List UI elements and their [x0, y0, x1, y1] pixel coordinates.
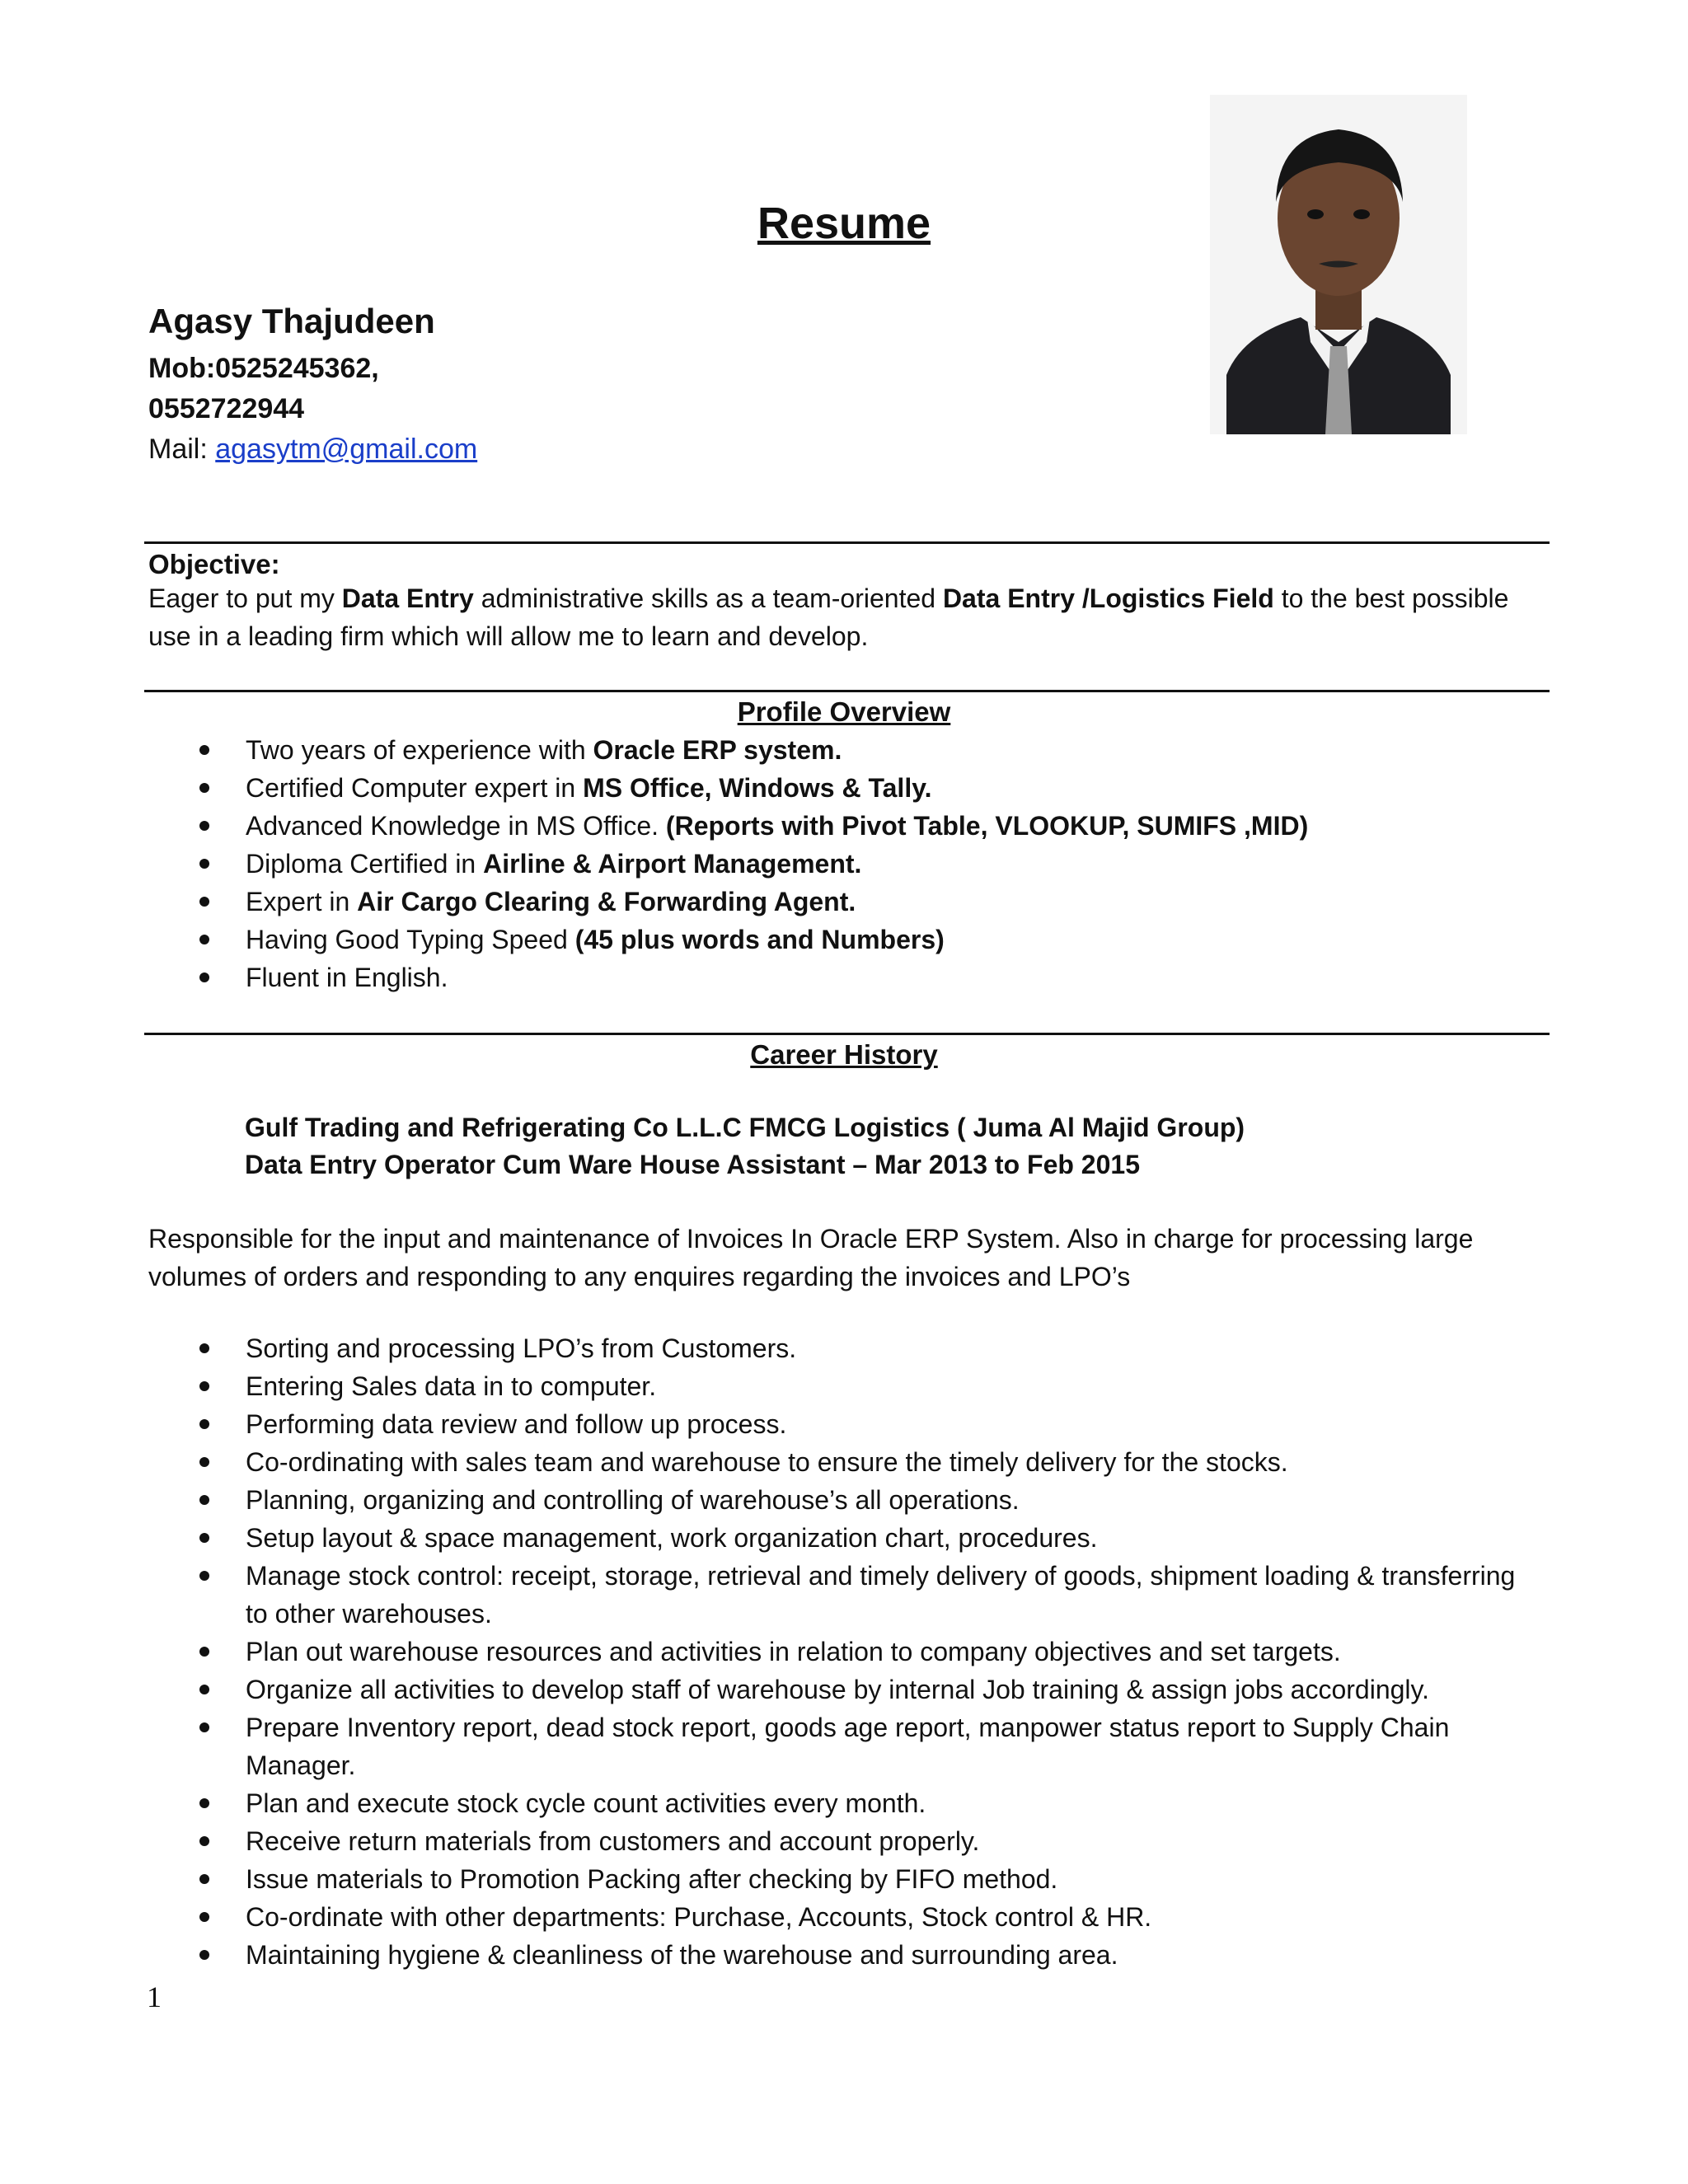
divider	[144, 541, 1550, 544]
list-item	[148, 1936, 1531, 1974]
item-text: Co-ordinate with other departments: Purchase, Accounts, Stock control & HR.	[246, 1902, 1152, 1932]
item-text: Organize all activities to develop staff of warehouse by internal Job training & assign jobs accordingly.	[246, 1675, 1430, 1704]
divider	[144, 690, 1550, 692]
objective-text-part: administrative skills as a team-oriented	[473, 583, 943, 613]
bullet-icon	[199, 897, 209, 907]
bullet-icon	[199, 1419, 209, 1429]
list-item	[148, 1822, 1531, 1860]
item-emphasis: Oracle ERP system.	[593, 735, 842, 765]
item-text: Plan and execute stock cycle count activities every month.	[246, 1788, 926, 1818]
profile-overview-heading: Profile Overview	[737, 696, 951, 727]
list-item	[148, 1405, 1531, 1443]
profile-photo	[1210, 95, 1467, 434]
page-number: 1	[147, 1980, 162, 2013]
list-item	[148, 845, 1531, 883]
list-item	[148, 807, 1531, 845]
mail-line	[148, 434, 477, 466]
item-text: Having Good Typing Speed	[246, 925, 575, 954]
item-text: Entering Sales data in to computer.	[246, 1371, 657, 1401]
item-text: Diploma Certified in	[246, 849, 484, 879]
item-text: Advanced Knowledge in MS Office.	[246, 811, 666, 841]
list-item	[148, 1329, 1531, 1367]
bullet-icon	[199, 1912, 209, 1922]
item-text: Sorting and processing LPO’s from Customers.	[246, 1333, 797, 1363]
candidate-name: Agasy Thajudeen	[148, 302, 435, 340]
list-item	[148, 1898, 1531, 1936]
bullet-icon	[199, 1343, 209, 1353]
item-emphasis: (Reports with Pivot Table, VLOOKUP, SUMIFS ,MID)	[665, 811, 1309, 841]
career-summary: Responsible for the input and maintenance of Invoices In Oracle ERP System. Also in charge for processing large volumes of orders and responding to any enquires regarding the invoices and LPO’s	[148, 1224, 1474, 1291]
resume-title: Resume	[757, 199, 931, 248]
bullet-icon	[199, 783, 209, 793]
list-item	[148, 958, 1531, 996]
item-text: Planning, organizing and controlling of warehouse’s all operations.	[246, 1485, 1020, 1515]
career-duties-list	[148, 1329, 1531, 1974]
item-text: Two years of experience with	[246, 735, 593, 765]
list-item	[148, 1633, 1531, 1671]
email-link[interactable]: agasytm@gmail.com	[215, 434, 478, 465]
list-item	[148, 731, 1531, 769]
bullet-icon	[199, 1874, 209, 1884]
bullet-icon	[199, 1495, 209, 1505]
item-text: Issue materials to Promotion Packing after checking by FIFO method.	[246, 1864, 1058, 1894]
list-item	[148, 1557, 1531, 1633]
mobile-line-2: 0552722944	[148, 393, 305, 424]
company-name: Gulf Trading and Refrigerating Co L.L.C FMCG Logistics ( Juma Al Majid Group)	[245, 1113, 1245, 1142]
list-item	[148, 883, 1531, 921]
bullet-icon	[199, 1381, 209, 1391]
mobile-line-1: Mob:0525245362,	[148, 353, 379, 384]
bullet-icon	[199, 1798, 209, 1808]
list-item	[148, 1481, 1531, 1519]
objective-text-part: to the best possible use in a leading firm which will allow me to learn and develop.	[148, 583, 1509, 651]
item-text: Co-ordinating with sales team and warehouse to ensure the timely delivery for the stocks.	[246, 1447, 1288, 1477]
bullet-icon	[199, 1950, 209, 1960]
profile-overview-list	[148, 731, 1531, 996]
bullet-icon	[199, 745, 209, 755]
bullet-icon	[199, 821, 209, 831]
item-text: Plan out warehouse resources and activities in relation to company objectives and set targets.	[246, 1637, 1341, 1666]
item-text: Expert in	[246, 887, 358, 916]
item-emphasis: Airline & Airport Management.	[483, 849, 862, 879]
objective-text	[148, 579, 1550, 655]
list-item	[148, 1860, 1531, 1898]
item-text: Receive return materials from customers and account properly.	[246, 1826, 980, 1856]
item-text: Performing data review and follow up process.	[246, 1409, 787, 1439]
list-item	[148, 1784, 1531, 1822]
list-item	[148, 1367, 1531, 1405]
mail-label: Mail:	[148, 434, 216, 465]
objective-heading: Objective:	[148, 549, 280, 579]
item-text: Maintaining hygiene & cleanliness of the warehouse and surrounding area.	[246, 1940, 1118, 1970]
bullet-icon	[199, 1722, 209, 1732]
profile-photo-illustration	[1210, 95, 1467, 434]
bullet-icon	[199, 1571, 209, 1581]
bullet-icon	[199, 1685, 209, 1694]
bullet-icon	[199, 972, 209, 982]
bullet-icon	[199, 935, 209, 944]
item-text: Manage stock control: receipt, storage, retrieval and timely delivery of goods, shipment loading & transferring to other warehouses.	[246, 1561, 1516, 1629]
item-text: Fluent in English.	[246, 963, 448, 992]
objective-emphasis: Data Entry	[341, 583, 474, 613]
list-item	[148, 769, 1531, 807]
list-item	[148, 1671, 1531, 1708]
objective-emphasis: Data Entry /Logistics Field	[942, 583, 1274, 613]
career-history-heading: Career History	[750, 1039, 938, 1070]
item-text: Prepare Inventory report, dead stock report, goods age report, manpower status report to Supply Chain Manager.	[246, 1713, 1450, 1780]
list-item	[148, 921, 1531, 958]
item-emphasis: Air Cargo Clearing & Forwarding Agent.	[357, 887, 856, 916]
bullet-icon	[199, 859, 209, 869]
bullet-icon	[199, 1836, 209, 1846]
bullet-icon	[199, 1457, 209, 1467]
item-text: Certified Computer expert in	[246, 773, 584, 803]
list-item	[148, 1519, 1531, 1557]
item-emphasis: (45 plus words and Numbers)	[574, 925, 945, 954]
job-position: Data Entry Operator Cum Ware House Assistant – Mar 2013 to Feb 2015	[245, 1150, 1140, 1179]
item-emphasis: MS Office, Windows & Tally.	[583, 773, 932, 803]
item-text: Setup layout & space management, work organization chart, procedures.	[246, 1523, 1098, 1553]
bullet-icon	[199, 1647, 209, 1657]
divider	[144, 1033, 1550, 1035]
objective-text-part: Eager to put my	[148, 583, 342, 613]
list-item	[148, 1708, 1531, 1784]
bullet-icon	[199, 1533, 209, 1543]
list-item	[148, 1443, 1531, 1481]
